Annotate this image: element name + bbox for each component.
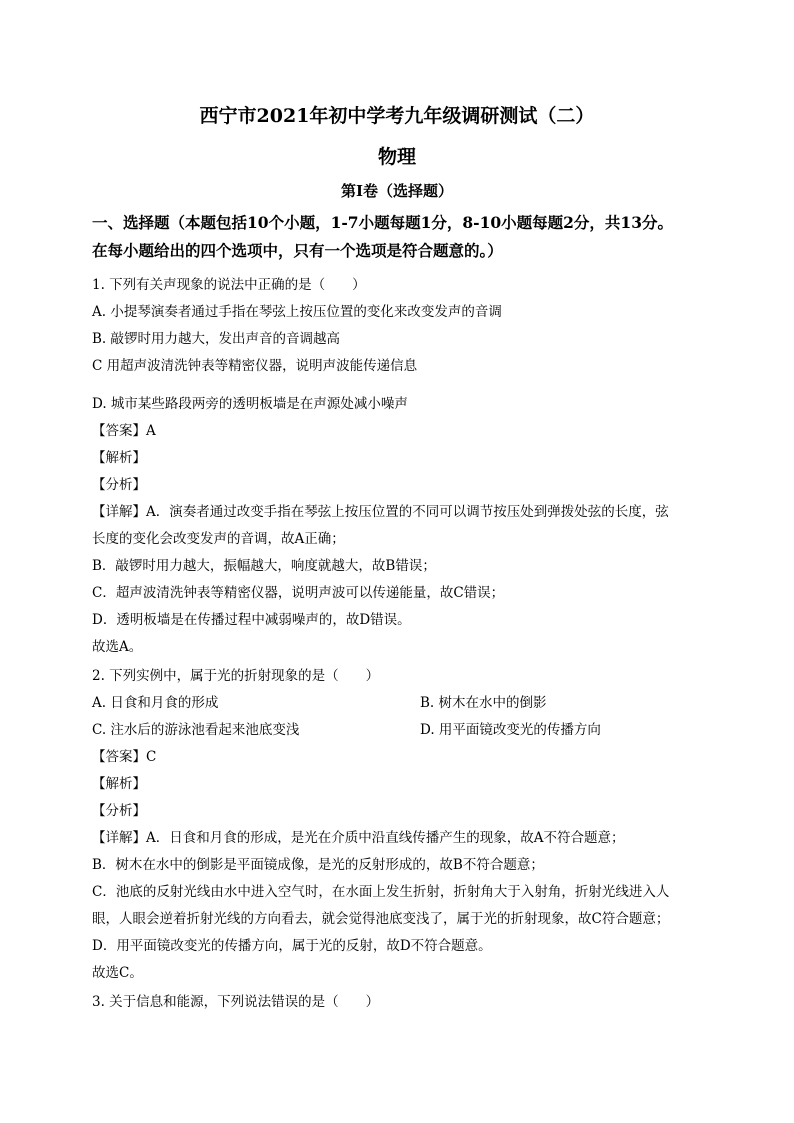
q2-option-d: D. 用平面镜改变光的传播方向 (420, 722, 601, 738)
q2-answer: 【答案】C (92, 749, 157, 765)
q2-conclusion: 故选C。 (92, 965, 143, 981)
section-heading-line1: 一、选择题（本题包括10个小题，1-7小题每题1分，8-10小题每题2分，共13分。 (92, 213, 674, 232)
q1-option-b: B. 敲锣时用力越大，发出声音的音调越高 (92, 331, 341, 347)
q1-detail-line5: D．透明板墙是在传播过程中减弱噪声的，故D错误。 (92, 612, 411, 628)
q1-option-c: C 用超声波清洗钟表等精密仪器，说明声波能传递信息 (92, 358, 418, 374)
subject-title: 物理 (377, 146, 416, 168)
q1-option-d: D. 城市某些路段两旁的透明板墙是在声源处减小噪声 (92, 396, 408, 412)
q3-stem: 3. 关于信息和能源，下列说法错误的是（ ） (92, 994, 380, 1010)
q2-detail-line3: C．池底的反射光线由水中进入空气时，在水面上发生折射，折射角大于入射角，折射光线进入人 (92, 884, 670, 900)
q2-option-b: B. 树木在水中的倒影 (420, 695, 547, 711)
q2-detail-line5: D．用平面镜改变光的传播方向，属于光的反射，故D不符合题意。 (92, 938, 492, 954)
exam-title: 西宁市2021年初中学考九年级调研测试（二） (199, 105, 595, 127)
q2-fenxi-label: 【分析】 (92, 803, 146, 819)
q1-answer: 【答案】A (92, 423, 156, 439)
q2-detail-line2: B．树木在水中的倒影是平面镜成像，是光的反射形成的，故B不符合题意； (92, 857, 544, 873)
q2-option-a: A. 日食和月食的形成 (92, 695, 219, 711)
volume-heading: 第I卷（选择题） (340, 182, 454, 200)
q1-detail-line4: C．超声波清洗钟表等精密仪器，说明声波可以传递能量，故C错误； (92, 585, 505, 601)
q1-conclusion: 故选A。 (92, 639, 143, 655)
q1-detail-line1: 【详解】A．演奏者通过改变手指在琴弦上按压位置的不同可以调节按压处到弹拨处弦的长度，弦 (92, 504, 669, 520)
q2-analysis-label: 【解析】 (92, 776, 146, 792)
q1-detail-line2: 长度的变化会改变发声的音调，故A正确； (92, 531, 345, 547)
q2-detail-line4: 眼，人眼会逆着折射光线的方向看去，就会觉得池底变浅了，属于光的折射现象，故C符合题意； (92, 911, 670, 927)
q2-stem: 2. 下列实例中，属于光的折射现象的是（ ） (92, 668, 380, 684)
q1-option-a: A. 小提琴演奏者通过手指在琴弦上按压位置的变化来改变发声的音调 (92, 304, 502, 320)
q1-fenxi-label: 【分析】 (92, 477, 146, 493)
q2-option-c: C. 注水后的游泳池看起来池底变浅 (92, 722, 300, 738)
q1-detail-line3: B．敲锣时用力越大，振幅越大，响度就越大，故B错误； (92, 558, 436, 574)
q1-analysis-label: 【解析】 (92, 450, 146, 466)
q1-stem: 1. 下列有关声现象的说法中正确的是（ ） (92, 277, 366, 293)
section-heading-line2: 在每小题给出的四个选项中，只有一个选项是符合题意的。） (92, 241, 503, 260)
q2-detail-line1: 【详解】A．日食和月食的形成，是光在介质中沿直线传播产生的现象，故A不符合题意； (92, 830, 625, 846)
